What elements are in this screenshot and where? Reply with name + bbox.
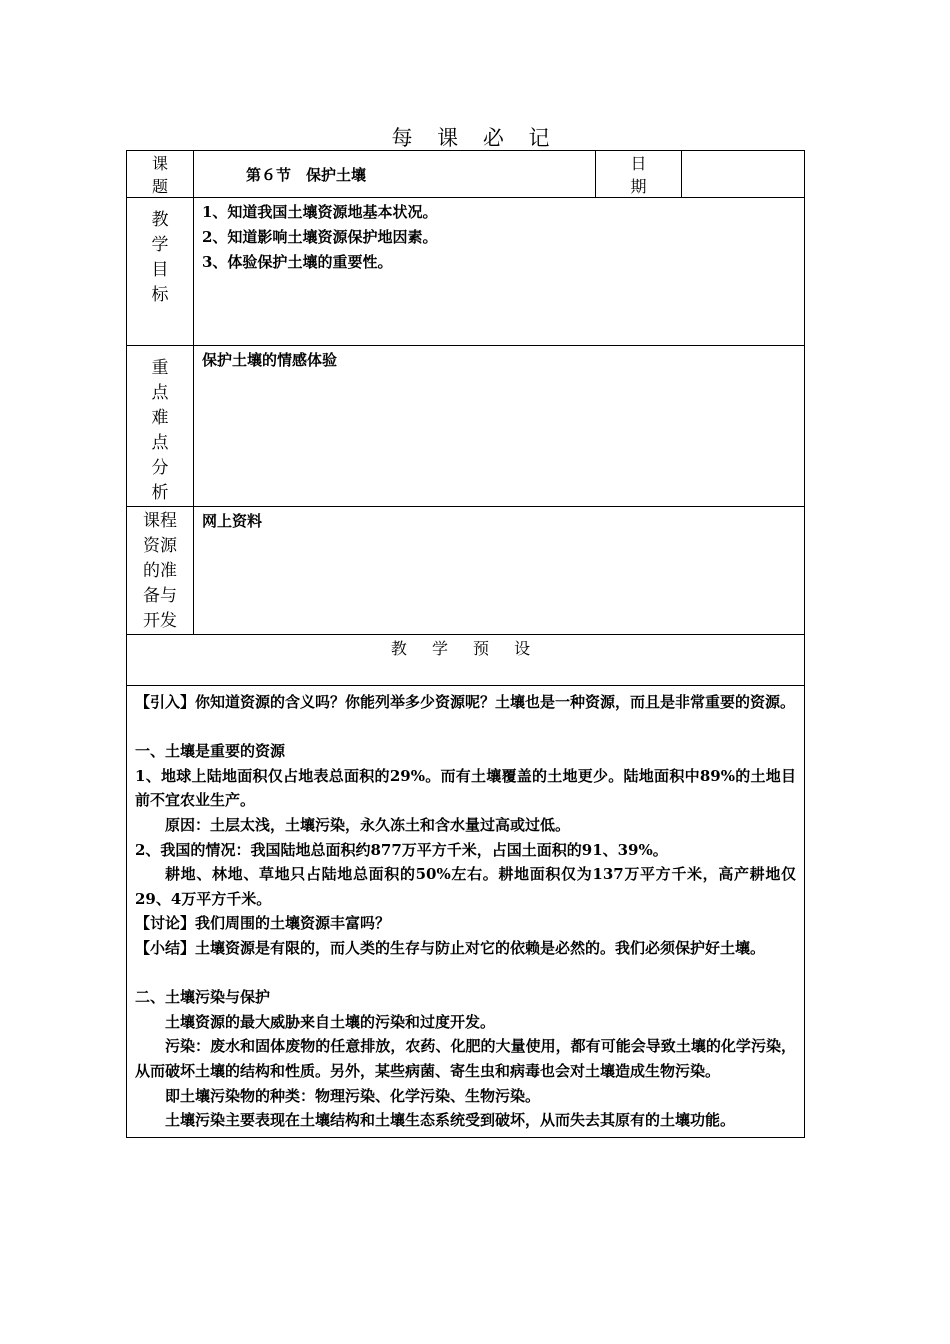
objectives-row — [127, 198, 805, 346]
page-title: 每 课 必 记 — [391, 126, 559, 150]
lesson-plan-table — [126, 150, 805, 1138]
objectives-content — [194, 198, 805, 346]
objectives-label — [127, 198, 194, 346]
summary-paragraph: 【小结】土壤资源是有限的，而人类的生存与防止对它的依赖是必然的。我们必须保护好土壤。 — [135, 938, 766, 957]
body-paragraph: 土壤污染主要表现在土壤结构和土壤生态系统受到破坏，从而失去其原有的土壤功能。 — [165, 1111, 736, 1130]
body-paragraph: 土壤资源的最大威胁来自土壤的污染和过度开发。 — [165, 1012, 496, 1031]
intro-paragraph: 【引入】你知道资源的含义吗？你能列举多少资源呢？土壤也是一种资源，而且是非常重要的资源。 — [135, 693, 796, 711]
body-paragraph: 污染：废水和固体废物的任意排放，农药、化肥的大量使用，都有可能会导致土壤的化学污染，从而破坏土壤的结构和性质。另外，某些病菌、寄生虫和病毒也会对土壤造成生物污染。 — [135, 1037, 796, 1080]
section-heading: 二、土壤污染与保护 — [135, 988, 271, 1007]
resources-label-text: 课程资源的准备与开发 — [143, 511, 177, 631]
resources-row — [127, 507, 805, 635]
key-points-label-text: 重点难点分析 — [151, 358, 169, 503]
key-points-row — [127, 346, 805, 507]
date-value — [682, 151, 805, 198]
objectives-label-text: 教学目标 — [151, 210, 169, 305]
key-points-content: 保护土壤的情感体验 — [194, 346, 805, 507]
body-paragraph: 1、地球上陆地面积仅占地表总面积的29%。而有土壤覆盖的土地更少。陆地面积中89%的土地目前不宜农业生产。 — [135, 766, 796, 810]
design-heading-row — [127, 635, 805, 686]
section-heading: 一、土壤是重要的资源 — [135, 742, 286, 761]
date-label: 日 期 — [596, 151, 682, 198]
body-paragraph: 原因：土层太浅，土壤污染，永久冻土和含水量过高或过低。 — [165, 815, 571, 834]
resources-content: 网上资料 — [194, 507, 805, 635]
topic-row — [127, 151, 805, 198]
blank-line — [135, 715, 796, 740]
blank-line — [135, 961, 796, 986]
design-body-row — [127, 686, 805, 1138]
objective-item: 3、体验保护土壤的重要性。 — [202, 253, 393, 271]
objective-item: 2、知道影响土壤资源保护地因素。 — [202, 228, 438, 246]
discussion-paragraph: 【讨论】我们周围的土壤资源丰富吗？ — [135, 914, 391, 933]
key-points-label — [127, 346, 194, 507]
body-paragraph: 耕地、林地、草地只占陆地总面积的50%左右。耕地面积仅为137万平方千米，高产耕地仅29、4万平方千米。 — [135, 865, 796, 908]
design-body — [127, 686, 805, 1138]
objective-item: 1、知道我国土壤资源地基本状况。 — [202, 203, 438, 221]
resources-label — [127, 507, 194, 635]
topic-label: 课 题 — [127, 151, 194, 198]
design-heading: 教 学 预 设 — [127, 635, 805, 686]
body-paragraph: 2、我国的情况：我国陆地总面积约877万平方千米，占国土面积的91、39%。 — [135, 840, 668, 859]
body-paragraph: 即土壤污染物的种类：物理污染、化学污染、生物污染。 — [165, 1086, 541, 1105]
topic-value: 第６节 保护土壤 — [194, 151, 596, 198]
